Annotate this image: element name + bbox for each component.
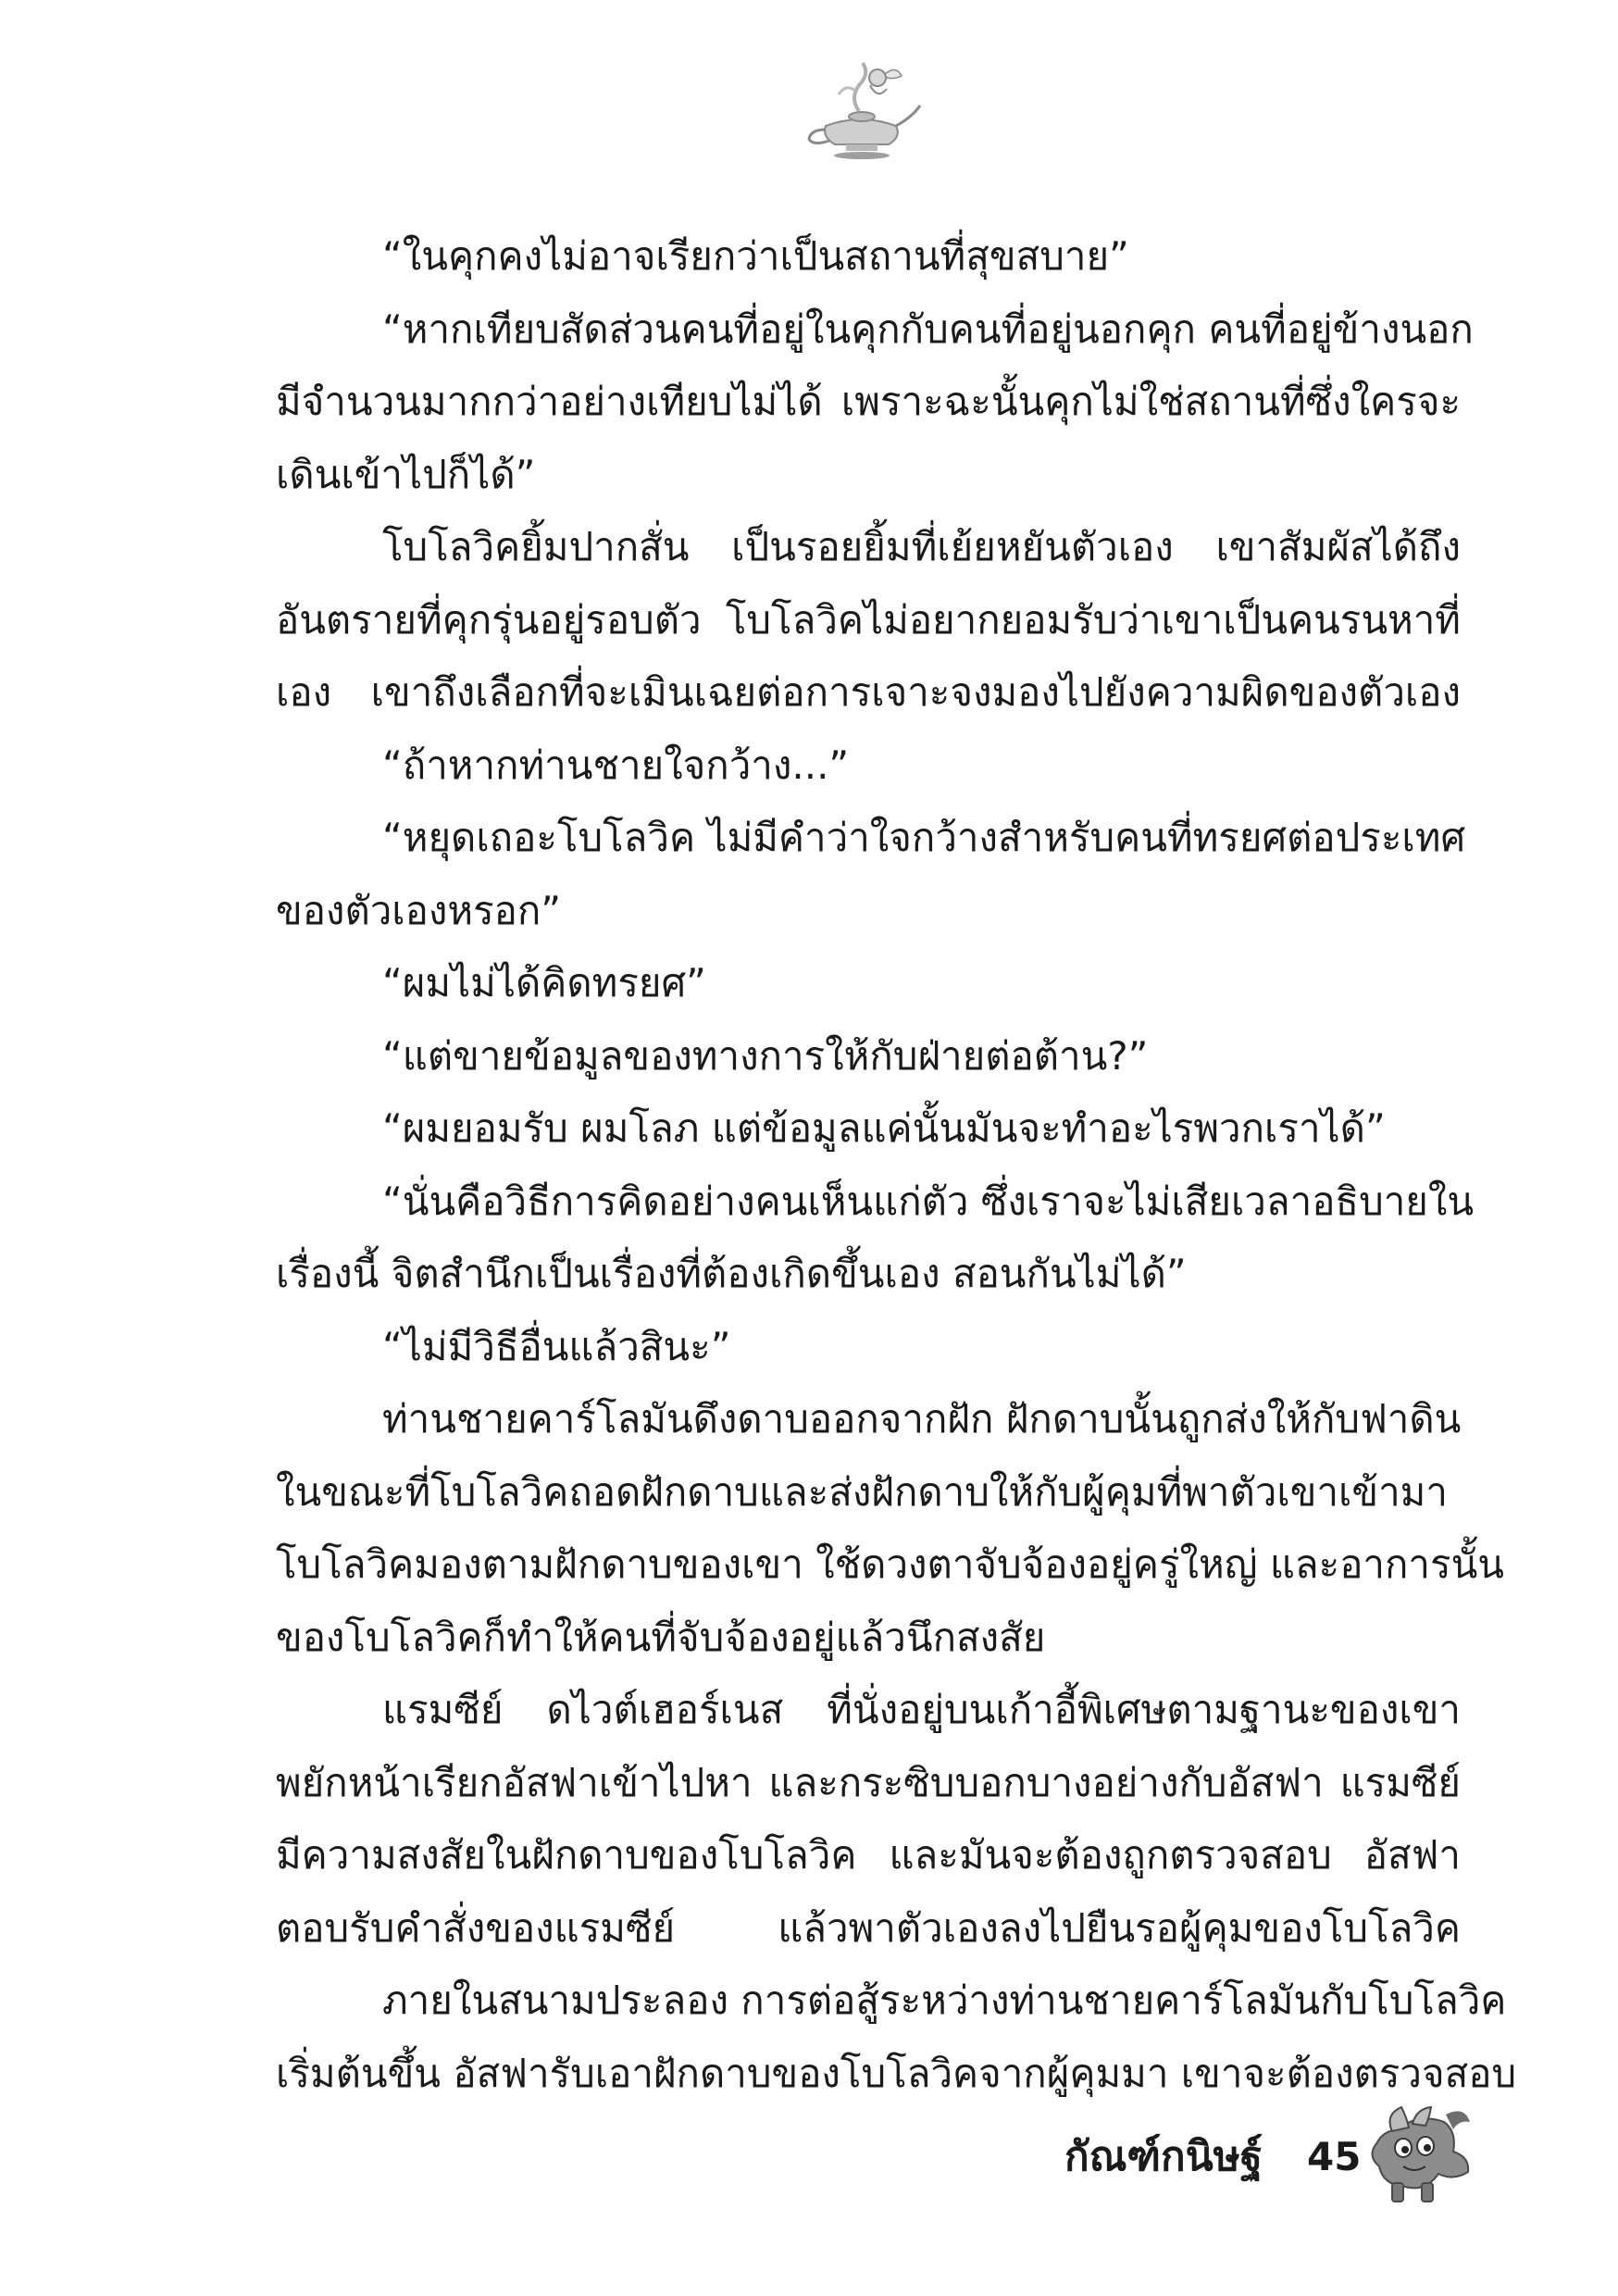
text-line: เดินเข้าไปก็ได้” bbox=[276, 451, 536, 497]
text-line: “แต่ขายข้อมูลของทางการให้กับฝ่ายต่อต้าน?” bbox=[382, 1032, 1149, 1079]
text-line: “หากเทียบสัดส่วนคนที่อยู่ในคุกกับคนที่อยู่นอกคุก คนที่อยู่ข้างนอก bbox=[382, 306, 1474, 352]
page-footer bbox=[1064, 2102, 1472, 2213]
text-line: ท่านชายคาร์โลมันดึงดาบออกจากฝัก ฝักดาบนั้นถูกส่งให้กับฟาดิน bbox=[382, 1396, 1462, 1441]
text-line: อันตรายที่คุกรุ่นอยู่รอบตัว โบโลวิคไม่อยากยอมรับว่าเขาเป็นคนรนหาที่ bbox=[276, 596, 1461, 643]
text-line: “ผมไม่ได้คิดทรยศ” bbox=[382, 960, 706, 1005]
text-line: เรื่องนี้ จิตสำนึกเป็นเรื่องที่ต้องเกิดขึ้นเอง สอนกันไม่ได้” bbox=[276, 1251, 1187, 1296]
text-line: ของโบโลวิคก็ทำให้คนที่จับจ้องอยู่แล้วนึกสงสัย bbox=[276, 1614, 1046, 1660]
text-line: “ไม่มีวิธีอื่นแล้วสินะ” bbox=[382, 1323, 731, 1369]
text-line: พยักหน้าเรียกอัสฟาเข้าไปหา และกระซิบบอกบางอย่างกับอัสฟา แรมซีย์ bbox=[276, 1759, 1461, 1805]
text-line: โบโลวิคมองตามฝักดาบของเขา ใช้ดวงตาจับจ้องอยู่ครู่ใหญ่ และอาการนั้น bbox=[276, 1541, 1504, 1587]
text-line: มีความสงสัยในฝักดาบของโบโลวิค และมันจะต้องถูกตรวจสอบ อัสฟา bbox=[276, 1832, 1461, 1878]
text-line: เริ่มต้นขึ้น อัสฟารับเอาฝักดาบของโบโลวิคจากผู้คุมมา เขาจะต้องตรวจสอบ bbox=[276, 2050, 1517, 2096]
text-line: “ถ้าหากท่านชายใจกว้าง...” bbox=[382, 742, 850, 788]
text-line: เอง เขาถึงเลือกที่จะเมินเฉยต่อการเจาะจงมองไปยังความผิดของตัวเอง bbox=[276, 669, 1461, 715]
text-line: “ผมยอมรับ ผมโลภ แต่ข้อมูลแค่นั้นมันจะทำอะไรพวกเราได้” bbox=[382, 1105, 1386, 1151]
pony-mascot-icon bbox=[1361, 2102, 1479, 2208]
book-title: กัณฑ์กนิษฐ์ bbox=[1064, 2133, 1263, 2180]
body-text bbox=[276, 220, 1517, 2110]
text-line: ภายในสนามประลอง การต่อสู้ระหว่างท่านชายคาร์โลมันกับโบโลวิค bbox=[382, 1978, 1507, 2023]
text-line: โบโลวิคยิ้มปากสั่น เป็นรอยยิ้มที่เย้ยหยันตัวเอง เขาสัมผัสได้ถึง bbox=[382, 524, 1461, 569]
text-line: ของตัวเองหรอก” bbox=[276, 887, 562, 933]
page-number: 45 bbox=[1307, 2134, 1362, 2179]
text-line: ในขณะที่โบโลวิคถอดฝักดาบและส่งฝักดาบให้กับผู้คุมที่พาตัวเขาเข้ามา bbox=[276, 1468, 1448, 1515]
text-line: “หยุดเถอะโบโลวิค ไม่มีคำว่าใจกว้างสำหรับคนที่ทรยศต่อประเทศ bbox=[382, 815, 1466, 860]
text-line: “ในคุกคงไม่อาจเรียกว่าเป็นสถานที่สุขสบาย” bbox=[382, 233, 1129, 279]
text-line: แรมซีย์ ดไวต์เฮอร์เนส ที่นั่งอยู่บนเก้าอี้พิเศษตามฐานะของเขา bbox=[382, 1687, 1461, 1732]
genie-lamp-emblem-icon bbox=[798, 57, 924, 159]
text-line: มีจำนวนมากกว่าอย่างเทียบไม่ได้ เพราะฉะนั้นคุกไม่ใช่สถานที่ซึ่งใครจะ bbox=[276, 379, 1461, 424]
text-line: “นั่นคือวิธีการคิดอย่างคนเห็นแก่ตัว ซึ่งเราจะไม่เสียเวลาอธิบายใน bbox=[382, 1178, 1475, 1224]
text-line: ตอบรับคำสั่งของแรมซีย์ แล้วพาตัวเองลงไปยืนรอผู้คุมของโบโลวิค bbox=[276, 1904, 1461, 1951]
